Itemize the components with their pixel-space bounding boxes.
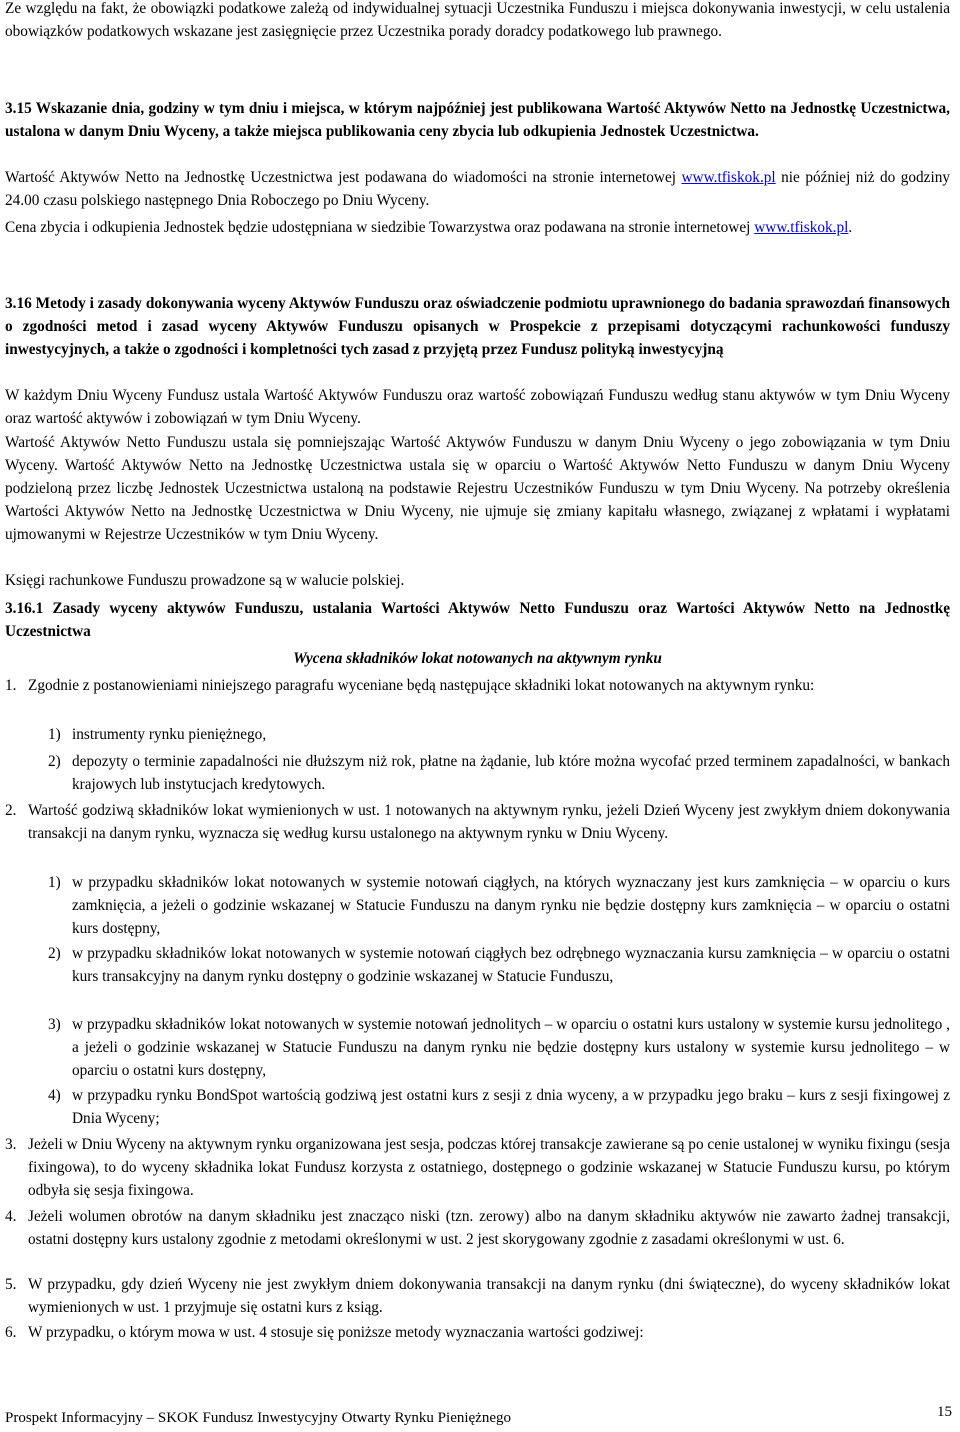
sub-list-item-text: w przypadku składników lokat notowanych w systemie notowań jednolitych – w oparciu o ostatni kurs ustalony w systemie kursu jednolitego , a jeżeli o godzinie wskazanej w Statucie Funduszu na danym rynku nie będzie dostępny kurs ustalony w systemie kursu jednolitego – w oparciu o ostatni kurs dostępny, — [72, 1016, 950, 1079]
sub-list-item-number: 4) — [48, 1087, 61, 1104]
active-market-subheading: Wycena składników lokat notowanych na aktywnym rynku — [293, 650, 662, 667]
nav-publication-text: Wartość Aktywów Netto na Jednostkę Uczestnictwa jest podawana do wiadomości na stronie internetowej — [5, 169, 676, 186]
list-item — [5, 799, 950, 845]
tfiskok-link-2[interactable]: www.tfiskok.pl — [754, 219, 849, 236]
list-item-number: 3. — [5, 1136, 17, 1153]
page-number: 15 — [937, 1404, 952, 1420]
tax-advice-paragraph: Ze względu na fakt, że obowiązki podatkowe zależą od indywidualnej sytuacji Uczestnika Funduszu i miejsca dokonywania inwestycji, w celu ustalenia obowiązków podatkowych wskazane jest zasięgnięcie przez Uczestnika porady doradcy podatkowego lub prawnego. — [5, 0, 950, 40]
page-footer: Prospekt Informacyjny – SKOK Fundusz Inwestycyjny Otwarty Rynku Pieniężnego — [5, 1410, 511, 1426]
section-3-15-heading: 3.15 Wskazanie dnia, godziny w tym dniu i miejsca, w którym najpóźniej jest publikowana Wartość Aktywów Netto na Jednostkę Uczestnictwa, ustalona w danym Dniu Wyceny, a także miejsca publikowania ceny zbycia lub odkupienia Jednostek Uczestnictwa. — [5, 100, 950, 140]
sub-list-item-text: instrumenty rynku pieniężnego, — [72, 726, 267, 743]
section-3-16-1-heading: 3.16.1 Zasady wyceny aktywów Funduszu, ustalania Wartości Aktywów Netto Funduszu oraz Wartości Aktywów Netto na Jednostkę Uczestnictwa — [5, 600, 950, 640]
price-publication-text: Cena zbycia i odkupienia Jednostek będzie udostępniana w siedzibie Towarzystwa oraz podawana na stronie internetowej — [5, 219, 751, 236]
sub-list-item — [5, 1084, 950, 1130]
list-item-number: 2. — [5, 802, 17, 819]
section-3-16-heading: 3.16 Metody i zasady dokonywania wyceny Aktywów Funduszu oraz oświadczenie podmiotu uprawnionego do badania sprawozdań finansowych o zgodności metod i zasad wyceny Aktywów Funduszu opisanych w Prospekcie z przepisami dotyczącymi rachunkowości funduszy inwestycyjnych, a także o zgodności i kompletności tych zasad z przyjętą przez Fundusz polityką inwestycyjną — [5, 295, 950, 358]
valuation-day-paragraph: W każdym Dniu Wyceny Fundusz ustala Wartość Aktywów Funduszu oraz wartość zobowiązań Funduszu według stanu aktywów w tym Dniu Wyceny oraz wartość aktywów i zobowiązań w tym Dniu Wyceny. — [5, 387, 950, 427]
sub-list-item-number: 1) — [48, 874, 61, 891]
sub-list-item-number: 2) — [48, 945, 61, 962]
tfiskok-link[interactable]: www.tfiskok.pl — [681, 169, 776, 186]
sub-list-item-number: 2) — [48, 753, 61, 770]
list-item-number: 4. — [5, 1208, 17, 1225]
nav-calculation-paragraph: Wartość Aktywów Netto Funduszu ustala się pomniejszając Wartość Aktywów Funduszu w danym Dniu Wyceny o jego zobowiązania w tym Dniu Wyceny. Wartość Aktywów Netto na Jednostkę Uczestnictwa ustala się w oparciu o Wartość Aktywów Netto Funduszu w danym Dniu Wyceny podzieloną przez liczbę Jednostek Uczestnictwa ustaloną na podstawie Rejestru Uczestników Funduszu w tym Dniu Wyceny. Na potrzeby określenia Wartości Aktywów Netto na Jednostkę Uczestnictwa w Dniu Wyceny, nie ujmuje się zmiany kapitału własnego, związanej z wpłatami i wypłatami ujmowanymi w Rejestrze Uczestników w tym Dniu Wyceny. — [5, 434, 950, 543]
list-item — [5, 1133, 950, 1202]
list-item — [5, 1321, 950, 1344]
list-item-number: 1. — [5, 677, 17, 694]
list-item — [5, 1205, 950, 1251]
sub-list-item — [5, 871, 950, 940]
sub-list-item-number: 1) — [48, 726, 61, 743]
list-item-number: 5. — [5, 1276, 17, 1293]
sub-list-item — [5, 723, 950, 746]
list-item-text: Jeżeli w Dniu Wyceny na aktywnym rynku organizowana jest sesja, podczas której transakcje zawierane są po cenie ustalonej w wyniku fixingu (sesja fixingowa), to do wyceny składnika lokat Fundusz korzysta z ostatniego, dostępnego o godzinie wskazanej w Statucie Funduszu kursu, po którym odbyła się sesja fixingowa. — [28, 1136, 950, 1199]
nav-publication-time: nie później niż do godziny 24.00 czasu polskiego następnego Dnia Roboczego po Dniu Wyceny. — [5, 169, 951, 209]
sub-list-item-text: depozyty o terminie zapadalności nie dłuższym niż rok, płatne na żądanie, lub które można wycofać przed terminem zapadalności, w bankach krajowych lub instytucjach kredytowych. — [72, 753, 950, 793]
sub-list-item-text: w przypadku rynku BondSpot wartością godziwą jest ostatni kurs z sesji z dnia wyceny, a w przypadku jego braku – kurs z sesji fixingowej z Dnia Wyceny; — [72, 1087, 950, 1127]
sub-list-item-text: w przypadku składników lokat notowanych w systemie notowań ciągłych, na których wyznaczany jest kurs zamknięcia – w oparciu o kurs zamknięcia, a jeżeli o godzinie wskazanej w Statucie Funduszu na danym rynku nie będzie dostępny kurs zamknięcia – w oparciu o ostatni kurs dostępny, — [72, 874, 950, 937]
sub-list-item — [5, 1013, 950, 1082]
sub-list-item — [5, 750, 950, 796]
price-publication-end: . — [848, 219, 853, 236]
list-item-text: W przypadku, o którym mowa w ust. 4 stosuje się poniższe metody wyznaczania wartości godziwej: — [28, 1324, 644, 1341]
accounting-currency-paragraph: Księgi rachunkowe Funduszu prowadzone są w walucie polskiej. — [5, 572, 405, 589]
list-item-text: Jeżeli wolumen obrotów na danym składniku jest znacząco niski (tzn. zerowy) albo na danym składniku aktywów nie zawarto żadnej transakcji, ostatni dostępny kurs ustalony zgodnie z metodami określonymi w ust. 2 jest skorygowany zgodnie z zasadami określonymi w ust. 6. — [28, 1208, 950, 1248]
list-item — [5, 674, 950, 697]
price-publication-paragraph — [5, 216, 950, 239]
list-item-number: 6. — [5, 1324, 17, 1341]
list-item-text: Zgodnie z postanowieniami niniejszego paragrafu wyceniane będą następujące składniki lokat notowanych na aktywnym rynku: — [28, 677, 815, 694]
list-item-text: Wartość godziwą składników lokat wymienionych w ust. 1 notowanych na aktywnym rynku, jeżeli Dzień Wyceny jest zwykłym dniem dokonywania transakcji na danym rynku, wyznacza się według kursu ustalonego na aktywnym rynku w Dniu Wyceny. — [28, 802, 950, 842]
sub-list-item-text: w przypadku składników lokat notowanych w systemie notowań ciągłych bez odrębnego wyznaczania kursu zamknięcia – w oparciu o ostatni kurs transakcyjny na danym rynku dostępny o godzinie wskazanej w Statucie Funduszu, — [72, 945, 950, 985]
sub-list-item — [5, 942, 950, 988]
list-item — [5, 1273, 950, 1319]
sub-list-item-number: 3) — [48, 1016, 61, 1033]
nav-publication-paragraph — [5, 166, 950, 212]
list-item-text: W przypadku, gdy dzień Wyceny nie jest zwykłym dniem dokonywania transakcji na danym rynku (dni świąteczne), do wyceny składników lokat wymienionych w ust. 1 przyjmuje się ostatni kurs z ksiąg. — [28, 1276, 950, 1316]
